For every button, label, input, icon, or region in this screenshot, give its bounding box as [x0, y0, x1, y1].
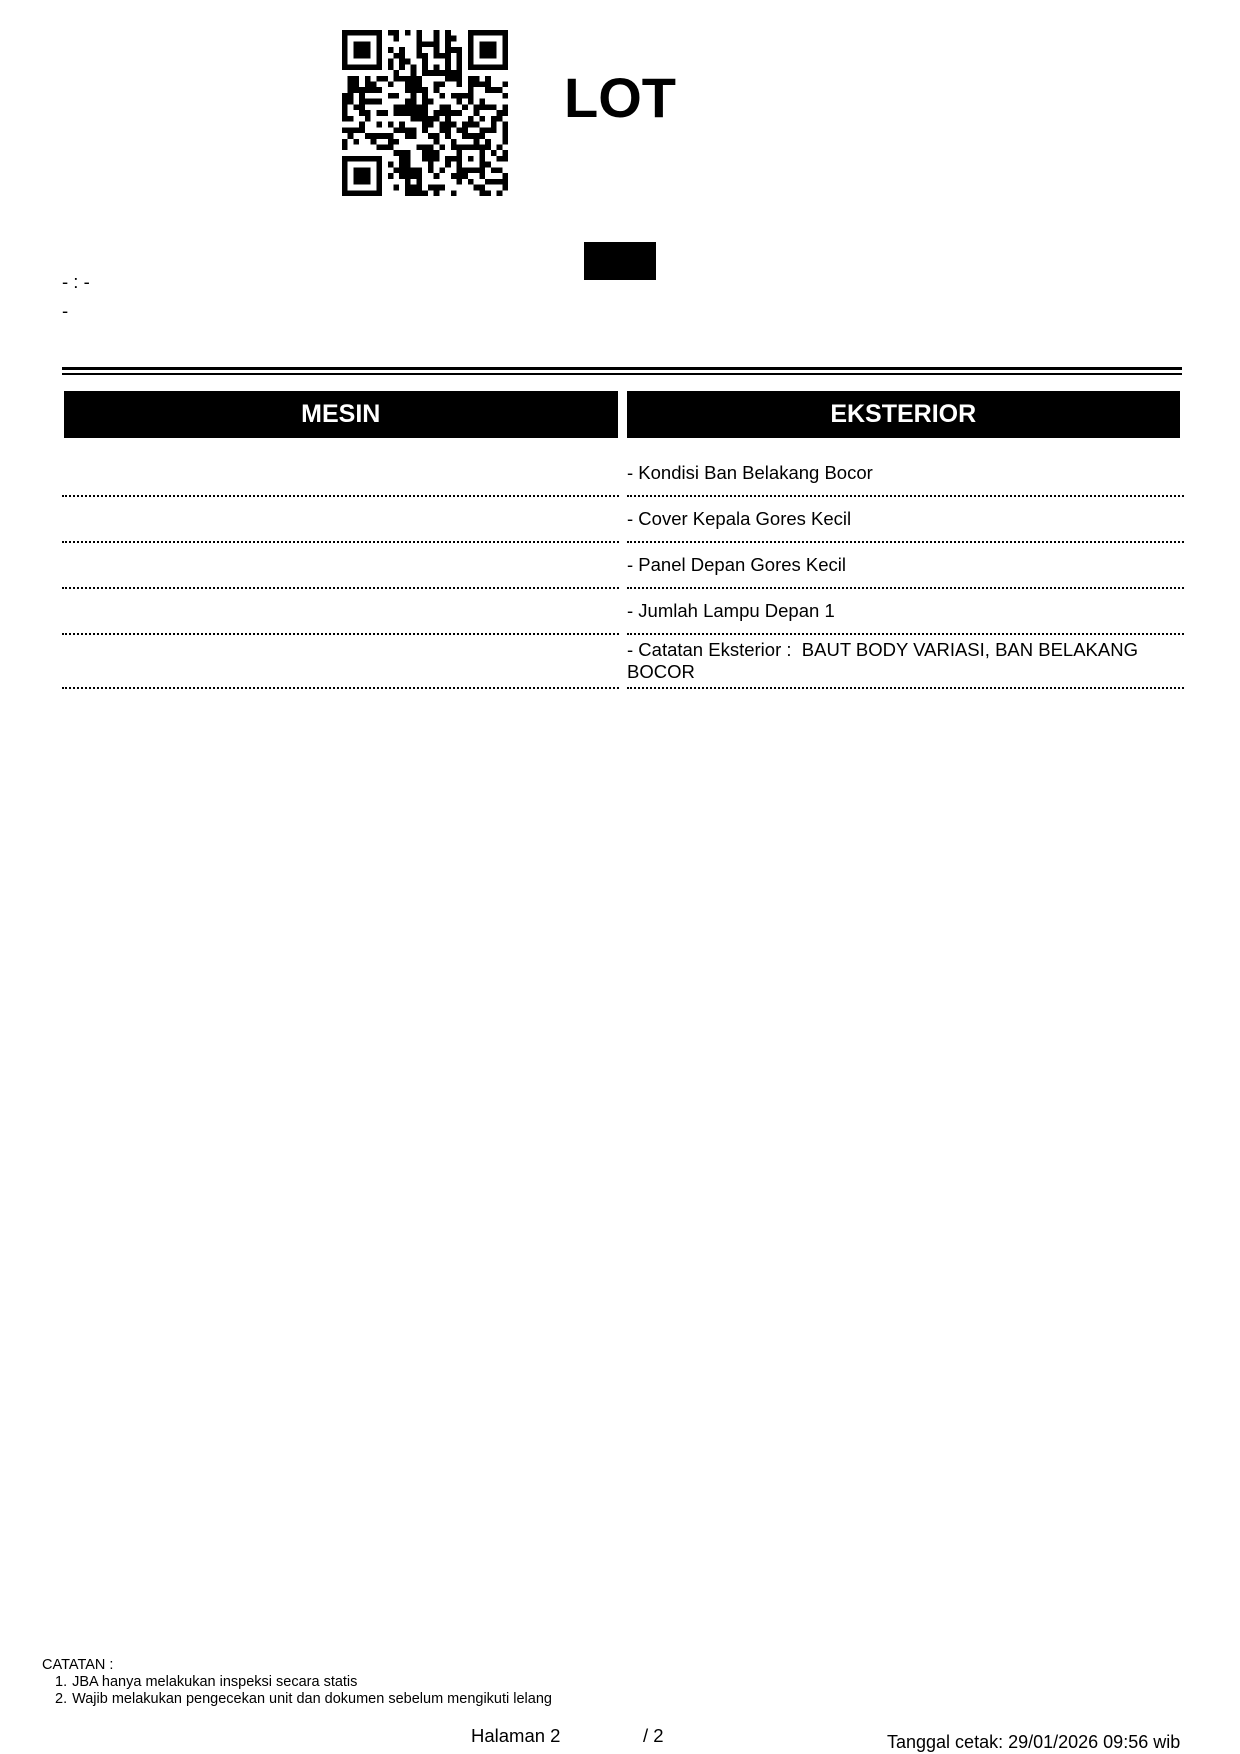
table-row [62, 543, 1184, 589]
double-rule-bottom [62, 373, 1182, 375]
eksterior-item: - Panel Depan Gores Kecil [627, 554, 847, 575]
eksterior-cell [627, 497, 1184, 543]
eksterior-cell [627, 635, 1184, 689]
mesin-cell [62, 635, 619, 689]
inspection-table-body [62, 451, 1184, 689]
note-text: Wajib melakukan pengecekan unit dan dokumen sebelum mengikuti lelang [72, 1691, 552, 1707]
column-header-eksterior: EKSTERIOR [627, 391, 1181, 438]
print-date: Tanggal cetak: 29/01/2026 09:56 wib [887, 1732, 1181, 1752]
column-header-mesin: MESIN [64, 391, 618, 438]
note-item [42, 1691, 552, 1708]
mesin-cell [62, 451, 619, 497]
eksterior-cell [627, 451, 1184, 497]
page-number-label: Halaman 2 [471, 1725, 561, 1746]
eksterior-cell [627, 543, 1184, 589]
table-row [62, 497, 1184, 543]
lot-title: LOT [564, 66, 676, 129]
note-number: 1. [55, 1674, 68, 1690]
eksterior-item: - Cover Kepala Gores Kecil [627, 508, 852, 529]
double-rule-top [62, 367, 1182, 370]
eksterior-item: - Kondisi Ban Belakang Bocor [627, 462, 873, 483]
inspection-table-header [64, 391, 1180, 438]
mesin-cell [62, 497, 619, 543]
table-row [62, 635, 1184, 689]
notes-section [42, 1657, 552, 1708]
note-number: 2. [55, 1691, 68, 1707]
eksterior-item: - Jumlah Lampu Depan 1 [627, 600, 835, 621]
note-item [42, 1674, 552, 1691]
info-line-2: - [62, 300, 69, 321]
eksterior-item: - Catatan Eksterior : BAUT BODY VARIASI, BAN BELAKANG BOCOR [627, 639, 1144, 682]
table-row [62, 451, 1184, 497]
info-line-1: - : - [62, 271, 90, 292]
lot-number-box [584, 242, 656, 280]
mesin-cell [62, 589, 619, 635]
page-total-label: / 2 [643, 1725, 664, 1746]
table-row [62, 589, 1184, 635]
eksterior-cell [627, 589, 1184, 635]
mesin-cell [62, 543, 619, 589]
note-text: JBA hanya melakukan inspeksi secara statis [72, 1674, 358, 1690]
notes-title: CATATAN : [42, 1657, 114, 1673]
